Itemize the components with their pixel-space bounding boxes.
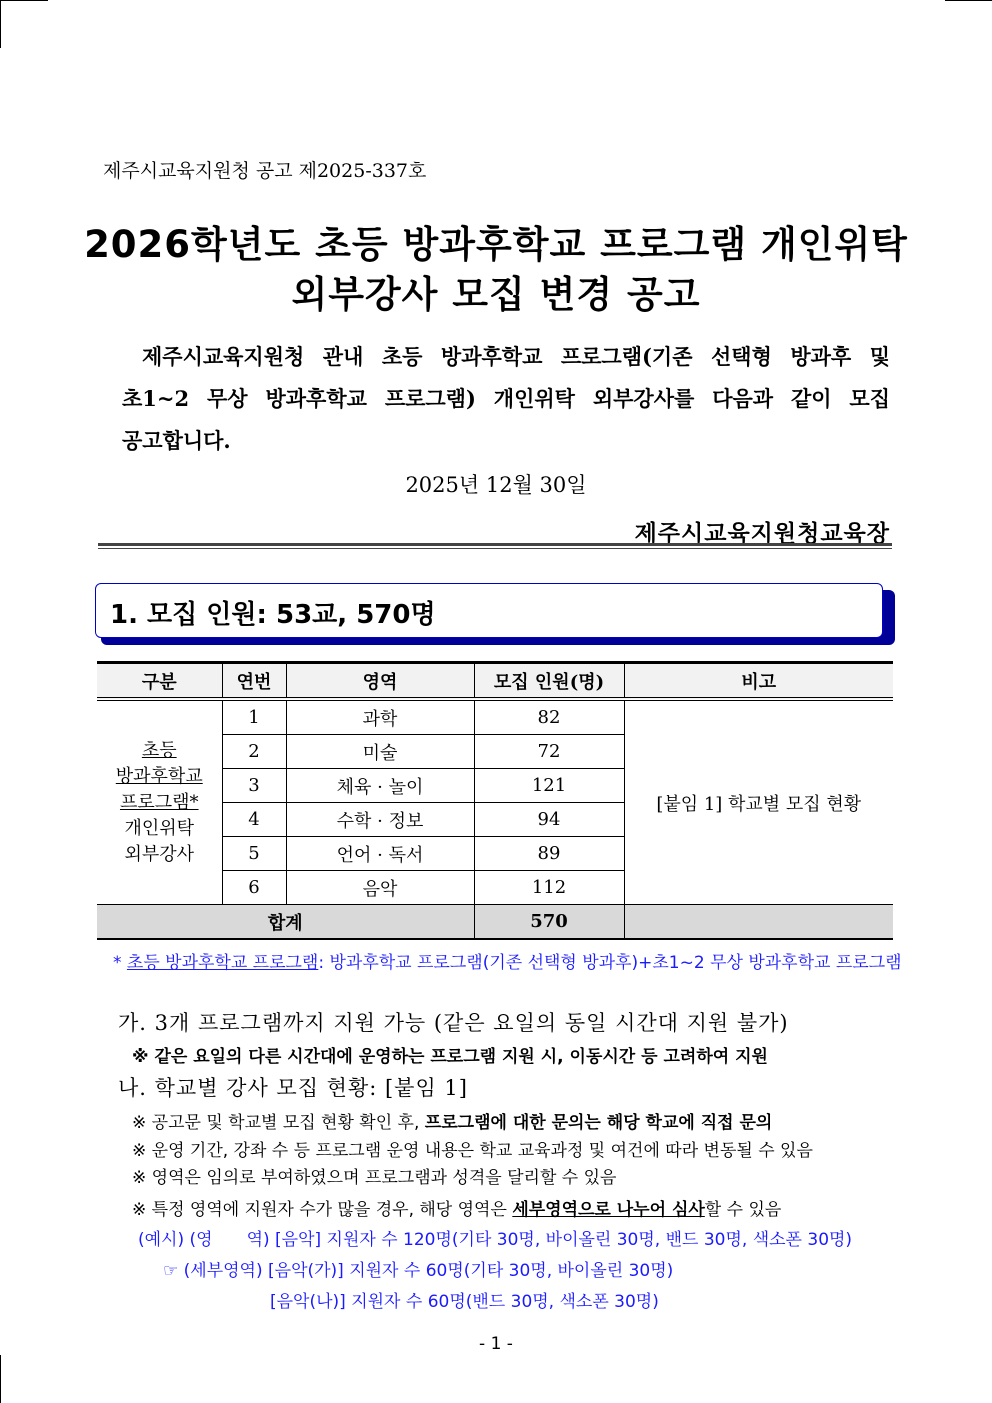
item-na: 나. 학교별 강사 모집 현황: [붙임 1] [118,1076,468,1100]
row-count: 94 [474,803,624,837]
item-na-note-1 [132,1108,772,1133]
crop-mark-top-left-v [0,0,1,48]
section-1-title: 1. 모집 인원: 53교, 570명 [110,600,436,630]
row-no: 3 [222,769,286,803]
intro-line: 공고합니다. [122,428,231,453]
header-no: 연번 [222,663,286,700]
row-area: 과학 [286,699,474,735]
row-area: 미술 [286,735,474,769]
row-area: 음악 [286,871,474,905]
title-line-2: 외부강사 모집 변경 공고 [291,273,701,316]
pointing-hand-icon: ☞ [163,1261,179,1281]
total-label: 합계 [97,905,474,940]
row-no: 4 [222,803,286,837]
row-count: 72 [474,735,624,769]
note-bold-text: 프로그램에 대한 문의는 해당 학교에 직접 문의 [424,1113,773,1133]
category-line: 방과후학교 [115,765,203,787]
note-text: 할 수 있음 [704,1200,782,1220]
header-category: 구분 [97,663,222,700]
row-area: 수학 · 정보 [286,803,474,837]
intro-line: 제주시교육지원청 관내 초등 방과후학교 프로그램(기존 선택형 방과후 및 [142,344,890,369]
note-text: ※ 특정 영역에 지원자 수가 많을 경우, 해당 영역은 [132,1200,513,1220]
example-line-2 [163,1256,673,1281]
header-area: 영역 [286,663,474,700]
footnote-term: 초등 방과후학교 프로그램 [126,953,319,973]
footnote-definition: : 방과후학교 프로그램(기존 선택형 방과후)+초1~2 무상 방과후학교 프로그램 [318,953,902,973]
total-remark [624,905,893,940]
notice-number: 제주시교육지원청 공고 제2025-337호 [103,160,427,182]
footnote [113,948,902,973]
category-cell [97,699,222,905]
total-row [97,905,893,940]
page-number: - 1 - [479,1334,513,1354]
category-line: 개인위탁 [124,817,195,839]
row-count: 112 [474,871,624,905]
double-divider [98,543,892,549]
example-text: (세부영역) [음악(가)] 지원자 수 60명(기타 30명, 바이올린 30명) [183,1261,674,1281]
table-row [97,699,893,735]
row-count: 82 [474,699,624,735]
signature: 제주시교육지원청교육장 [634,520,890,547]
title-line-1: 2026학년도 초등 방과후학교 프로그램 개인위탁 [84,223,908,266]
intro-paragraph [122,336,890,462]
category-line: 초등 [141,739,177,761]
item-na-note-4 [132,1195,781,1220]
crop-mark-top-right [945,0,992,1]
crop-mark-top-left-h [0,0,48,1]
intro-line: 초1~2 무상 방과후학교 프로그램) 개인위탁 외부강사를 다음과 같이 모집 [122,386,890,411]
row-area: 언어 · 독서 [286,837,474,871]
row-no: 5 [222,837,286,871]
recruitment-table [97,661,893,940]
note-bold-text: 세부영역으로 나누어 심사 [512,1200,705,1220]
footnote-star: * [113,953,122,973]
row-count: 89 [474,837,624,871]
row-no: 6 [222,871,286,905]
row-count: 121 [474,769,624,803]
total-value: 570 [474,905,624,940]
example-line-1: (예시) (영 역) [음악] 지원자 수 120명(기타 30명, 바이올린 30명, 밴드 30명, 색소폰 30명) [138,1230,853,1250]
section-1-box [95,583,883,638]
category-line: 외부강사 [124,843,195,865]
table-header-row [97,663,893,700]
note-text: ※ 공고문 및 학교별 모집 현황 확인 후, [132,1113,425,1133]
item-na-note-2: ※ 운영 기간, 강좌 수 등 프로그램 운영 내용은 학교 교육과정 및 여건에 따라 변동될 수 있음 [132,1141,813,1161]
remark-cell: [붙임 1] 학교별 모집 현황 [624,699,893,905]
example-line-3: [음악(나)] 지원자 수 60명(밴드 30명, 색소폰 30명) [270,1292,659,1312]
crop-mark-bottom-left [0,1355,1,1403]
row-no: 2 [222,735,286,769]
header-count: 모집 인원(명) [474,663,624,700]
notice-date: 2025년 12월 30일 [405,473,587,497]
item-na-note-3: ※ 영역은 임의로 부여하였으며 프로그램과 성격을 달리할 수 있음 [132,1168,617,1188]
category-line: 프로그램* [119,791,199,813]
row-no: 1 [222,699,286,735]
row-area: 체육 · 놀이 [286,769,474,803]
item-ga: 가. 3개 프로그램까지 지원 가능 (같은 요일의 동일 시간대 지원 불가) [118,1011,789,1035]
header-remark: 비고 [624,663,893,700]
item-ga-note: ※ 같은 요일의 다른 시간대에 운영하는 프로그램 지원 시, 이동시간 등 고려하여 지원 [132,1047,768,1067]
